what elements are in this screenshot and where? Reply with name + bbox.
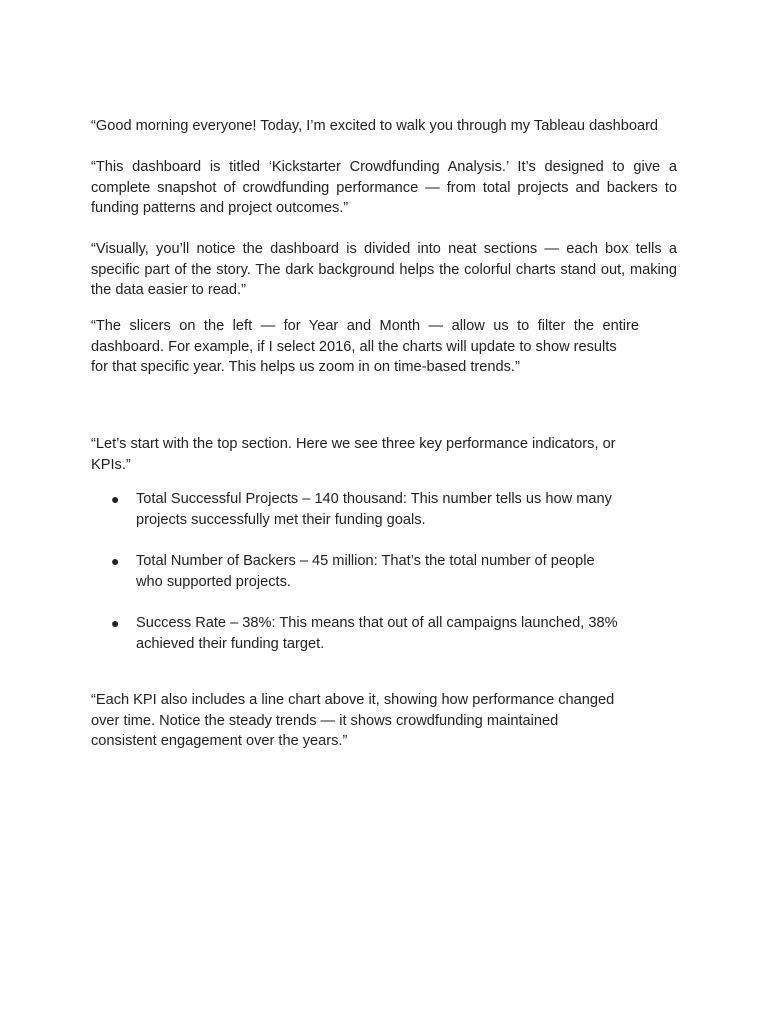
bullet-icon: ●: [111, 491, 120, 507]
bullet-line-2: achieved their funding target.: [136, 635, 325, 652]
kpi-intro-paragraph: [91, 434, 677, 475]
bullet-line-1: Total Number of Backers – 45 million: That’s the total number of people: [136, 553, 595, 569]
line-chart-line-1: “Each KPI also includes a line chart above it, showing how performance changed: [91, 692, 615, 708]
slicers-line-3: for that specific year. This helps us zoom in on time-based trends.”: [91, 359, 520, 375]
bullet-line-1: Total Successful Projects – 140 thousand: This number tells us how many: [136, 491, 612, 507]
slicers-paragraph: [91, 316, 677, 378]
line-chart-line-3: consistent engagement over the years.”: [91, 733, 348, 749]
bullet-icon: ●: [111, 615, 120, 631]
slicers-line-1: “The slicers on the left — for Year and Month — allow us to filter the entire: [91, 318, 639, 334]
slicers-line-2: dashboard. For example, if I select 2016, all the charts will update to show results: [91, 338, 617, 355]
bullet-line-2: projects successfully met their funding goals.: [136, 511, 426, 528]
line-chart-paragraph: [91, 690, 677, 752]
line-chart-line-2: over time. Notice the steady trends — it shows crowdfunding maintained: [91, 712, 559, 729]
kpi-intro-line-1: “Let’s start with the top section. Here we see three key performance indicators, or: [91, 436, 616, 452]
list-item: [91, 489, 651, 530]
dashboard-title-paragraph: “This dashboard is titled ‘Kickstarter Crowdfunding Analysis.’ It’s designed to give a complete snapshot of crowdfunding performance — from total projects and backers to funding patterns and project outcomes.”: [91, 159, 677, 216]
list-item: [91, 551, 651, 592]
bullet-line-1: Success Rate – 38%: This means that out of all campaigns launched, 38%: [136, 615, 618, 631]
list-item: [91, 613, 651, 654]
kpi-intro-line-2: KPIs.”: [91, 456, 131, 473]
bullet-line-2: who supported projects.: [136, 573, 291, 590]
intro-paragraph: “Good morning everyone! Today, I’m excited to walk you through my Tableau dashboard: [91, 118, 659, 134]
kpi-bullet-list: [91, 489, 651, 675]
bullet-icon: ●: [111, 553, 120, 569]
visual-layout-paragraph: “Visually, you’ll notice the dashboard is divided into neat sections — each box tells a specific part of the story. The dark background helps the colorful charts stand out, making the data easier to read.”: [91, 241, 677, 298]
